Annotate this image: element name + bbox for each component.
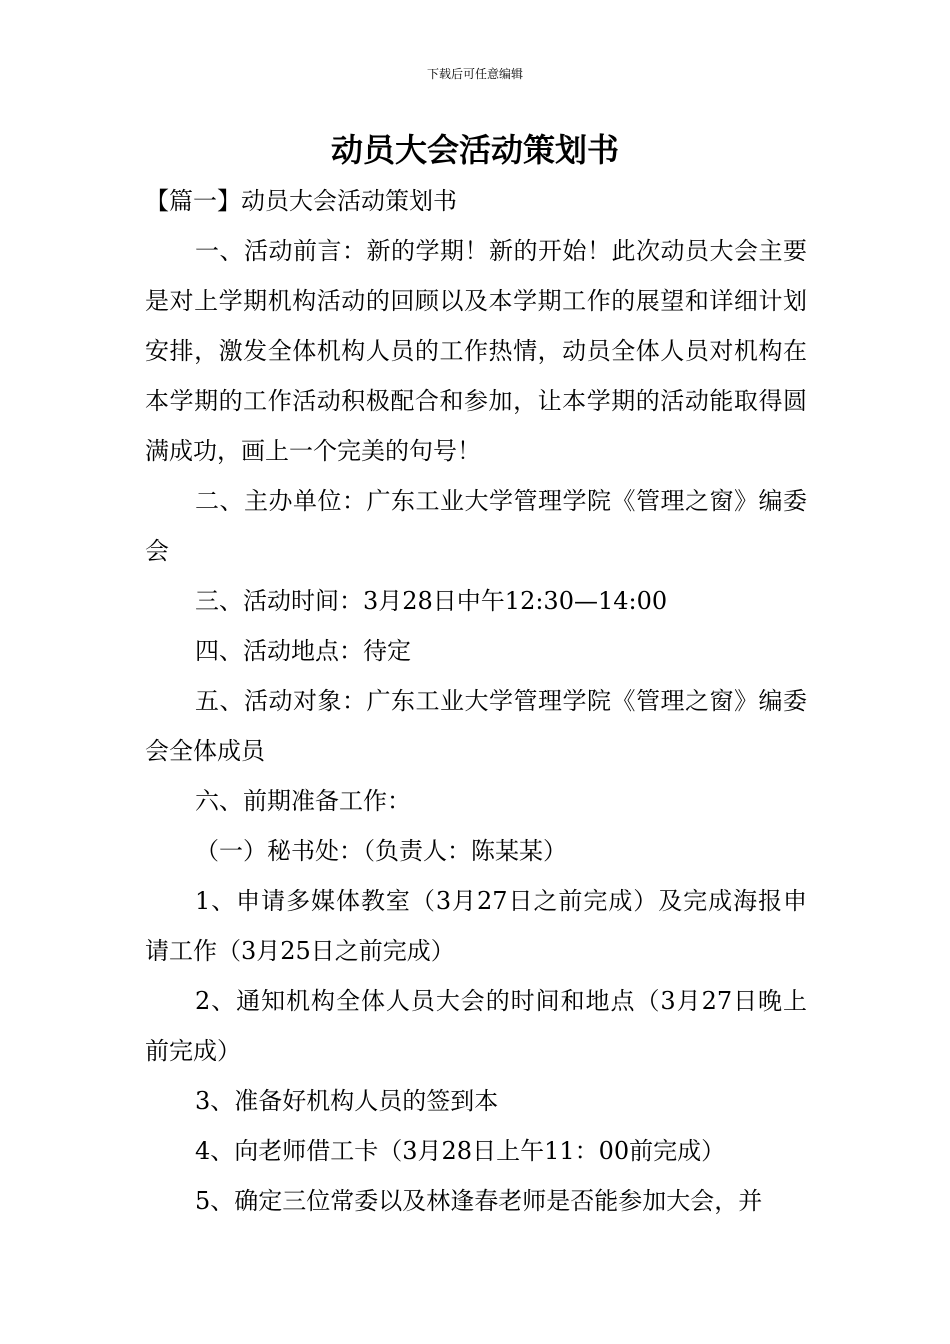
paragraph-item-1: 1、申请多媒体教室（3月27日之前完成）及完成海报申请工作（3月25日之前完成） xyxy=(145,887,807,965)
paragraph-audience: 五、活动对象：广东工业大学管理学院《管理之窗》编委会全体成员 xyxy=(145,687,807,765)
paragraph-item-4: 4、向老师借工卡（3月28日上午11：00前完成） xyxy=(195,1137,726,1165)
paragraph-preface: 一、活动前言：新的学期！新的开始！此次动员大会主要是对上学期机构活动的回顾以及本学期工作的展望和详细计划安排，激发全体机构人员的工作热情，动员全体人员对机构在本学期的工作活动积极配合和参加，让本学期的活动能取得圆满成功，画上一个完美的句号！ xyxy=(145,237,807,465)
section-heading: 【篇一】动员大会活动策划书 xyxy=(145,187,457,215)
paragraph-item-3: 3、准备好机构人员的签到本 xyxy=(195,1087,499,1115)
document-title: 动员大会活动策划书 xyxy=(330,131,619,169)
paragraph-time: 三、活动时间：3月28日中午12:30—14:00 xyxy=(195,587,668,615)
paragraph-secretariat: （一）秘书处：（负责人：陈某某） xyxy=(195,837,567,865)
paragraph-location: 四、活动地点：待定 xyxy=(195,637,411,665)
paragraph-organizer: 二、主办单位：广东工业大学管理学院《管理之窗》编委会 xyxy=(145,487,807,565)
paragraph-preparation: 六、前期准备工作： xyxy=(195,787,411,815)
header-note: 下载后可任意编辑 xyxy=(426,67,523,81)
document-body xyxy=(145,176,807,1226)
paragraph-item-2: 2、通知机构全体人员大会的时间和地点（3月27日晚上前完成） xyxy=(145,987,807,1065)
paragraph-item-5: 5、确定三位常委以及林逢春老师是否能参加大会，并 xyxy=(195,1187,763,1215)
